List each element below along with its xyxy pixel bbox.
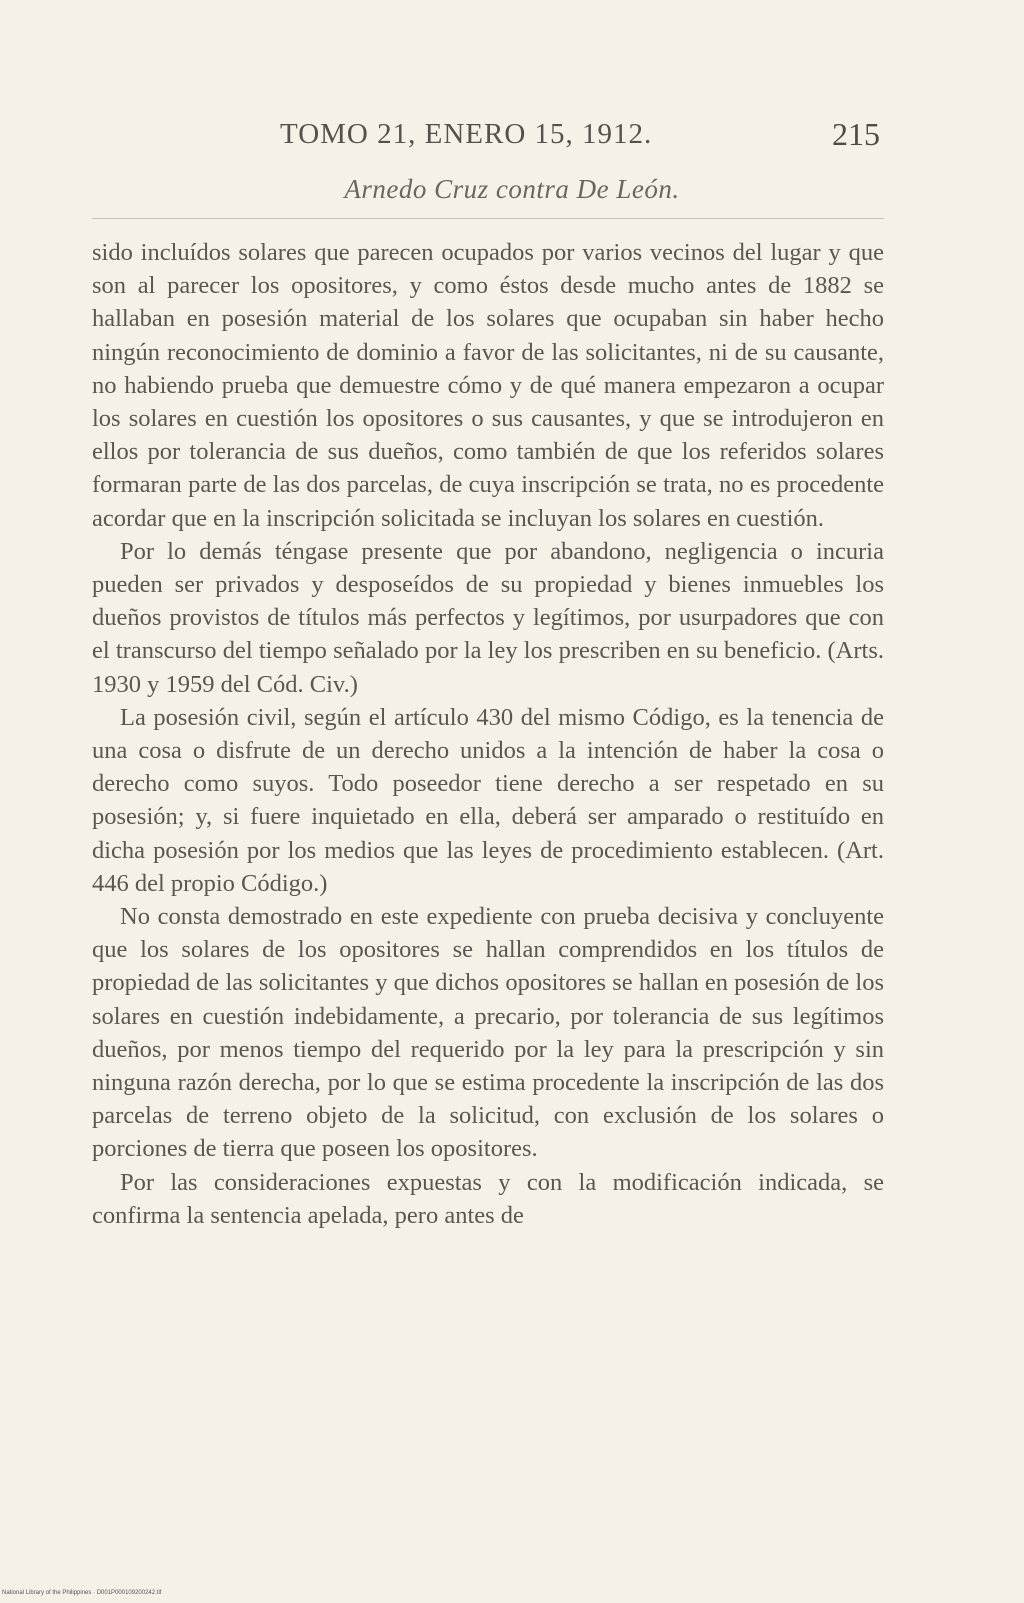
- page-header: [0, 118, 1024, 162]
- paragraph: Por las consideraciones expuestas y con la modificación indicada, se confirma la sentencia apelada, pero antes de: [92, 1168, 884, 1229]
- case-title: Arnedo Cruz contra De León.: [344, 174, 680, 204]
- running-title: TOMO 21, ENERO 15, 1912.: [280, 118, 653, 150]
- page-number: 215: [832, 116, 880, 152]
- scan-credit: National Library of the Philippines · D001P000109200242.tif: [2, 1590, 162, 1596]
- paragraph-continued: sido incluídos solares que parecen ocupados por varios vecinos del lugar y que son al parecer los opositores, y como éstos desde mucho antes de 1882 se hallaban en posesión material de los solares que ocupaban sin haber hecho ningún reconocimiento de dominio a favor de las solicitantes, ni de su causante, no habiendo prueba que demuestre cómo y de qué manera empezaron a ocupar los solares en cuestión los opositores o sus causantes, y que se introdujeron en ellos por tolerancia de sus dueños, como también de que los referidos solares formaran parte de las dos parcelas, de cuya inscripción se trata, no es procedente acordar que en la inscripción solicitada se incluyan los solares en cuestión.: [92, 239, 884, 532]
- paragraph: No consta demostrado en este expediente con prueba decisiva y concluyente que los solares de los opositores se hallan comprendidos en los títulos de propiedad de las solicitantes y que dichos opositores se hallan en posesión de los solares en cuestión indebidamente, a precario, por tolerancia de sus legítimos dueños, por menos tiempo del requerido por la ley para la prescripción y sin ninguna razón derecha, por lo que se estima procedente la inscripción de las dos parcelas de terreno objeto de la solicitud, con exclusión de los solares o porciones de tierra que poseen los opositores.: [92, 903, 884, 1163]
- paragraph: La posesión civil, según el artículo 430 del mismo Código, es la tenencia de una cosa o disfrute de un derecho unidos a la intención de haber la cosa o derecho como suyos. Todo poseedor tiene derecho a ser respetado en su posesión; y, si fuere inquietado en ella, deberá ser amparado o restituído en dicha posesión por los medios que las leyes de procedimiento establecen. (Art. 446 del propio Código.): [92, 703, 884, 897]
- body-text: [92, 236, 884, 1232]
- header-rule: [92, 218, 884, 219]
- paragraph: Por lo demás téngase presente que por abandono, negligencia o incuria pueden ser privados y desposeídos de su propiedad y bienes inmuebles los dueños provistos de títulos más perfectos y legítimos, por usurpadores que con el transcurso del tiempo señalado por la ley los prescriben en su beneficio. (Arts. 1930 y 1959 del Cód. Civ.): [92, 537, 884, 698]
